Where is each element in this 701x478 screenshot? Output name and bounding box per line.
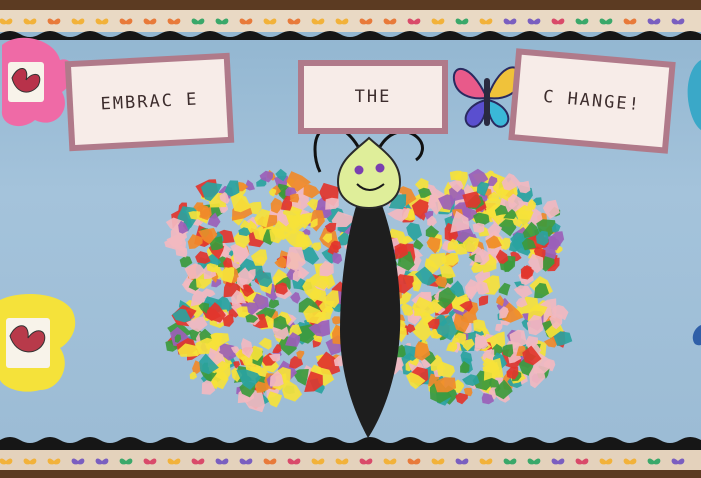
banner-sign-3 — [508, 48, 675, 154]
tissue-square — [267, 391, 282, 407]
tissue-square — [437, 362, 455, 378]
tissue-square — [290, 194, 299, 203]
left-tissue-wing — [164, 169, 358, 412]
bottom-scallop-border — [0, 437, 701, 450]
banner-word-1: EMBRAC E — [71, 59, 228, 145]
top-border-trim — [0, 10, 701, 40]
tissue-square — [455, 393, 468, 405]
tissue-square — [332, 252, 342, 264]
tissue-square — [495, 324, 503, 332]
tissue-square — [219, 266, 234, 283]
tissue-square — [269, 188, 276, 197]
tissue-square — [245, 180, 255, 191]
tissue-square — [496, 295, 504, 306]
tissue-square — [332, 316, 341, 324]
tissue-square — [479, 295, 488, 306]
tissue-square — [521, 265, 532, 278]
teal-cutout-edge — [688, 60, 701, 130]
right-eye — [376, 164, 385, 173]
bottom-border-trim — [0, 437, 701, 472]
tissue-square — [413, 239, 423, 250]
top-scallop-border — [0, 31, 701, 40]
tissue-square — [514, 285, 533, 298]
banner-word-2: THE — [304, 66, 442, 128]
left-eye — [355, 166, 364, 175]
wood-frame-bottom — [0, 470, 701, 478]
tissue-square — [269, 299, 280, 309]
butterfly-head — [338, 138, 400, 208]
pink-butterfly-cutout — [2, 38, 74, 126]
blue-cutout-edge — [693, 325, 701, 345]
tissue-square — [473, 223, 485, 233]
tissue-square — [499, 283, 511, 296]
banner-sign-2 — [298, 60, 448, 134]
banner-word-3: C HANGE! — [515, 55, 669, 148]
yellow-butterfly-cutout — [0, 294, 75, 392]
tissue-square — [401, 303, 413, 316]
right-tissue-wing — [375, 169, 572, 406]
banner-sign-1 — [65, 53, 234, 152]
tissue-square — [272, 344, 281, 353]
